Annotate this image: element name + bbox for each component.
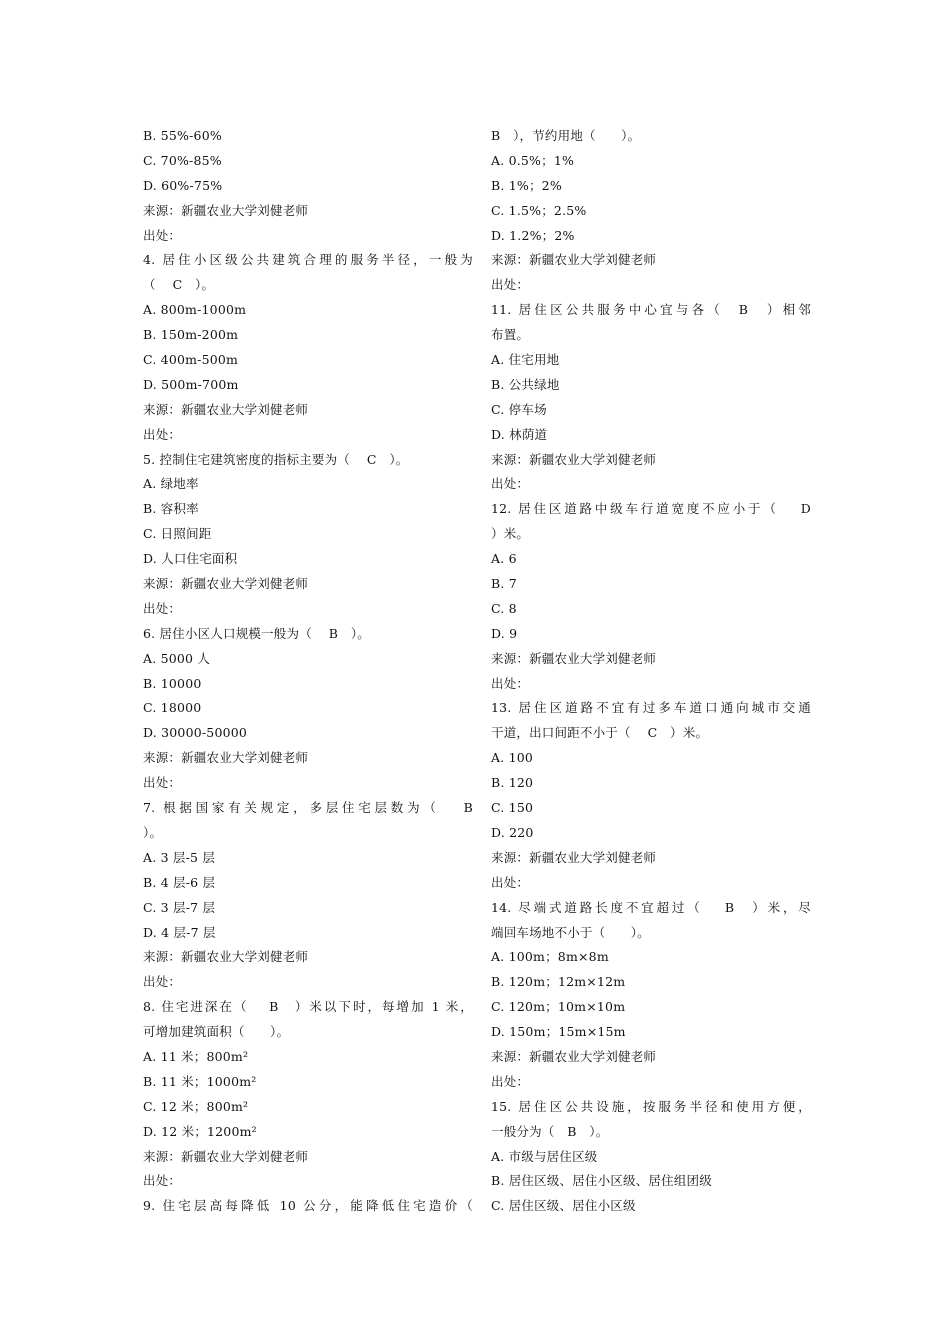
text-line: A. 800m-1000m: [143, 302, 247, 318]
text-line: A. 5000 人: [143, 650, 211, 666]
text-line: A. 11 米；800m²: [143, 1048, 249, 1064]
text-line: B. 4 层-6 层: [143, 874, 216, 890]
text-line: 干道，出口间距不小于（ C ）米。: [491, 725, 709, 741]
text-line: A. 0.5%；1%: [491, 152, 575, 168]
text-line: 出处：: [491, 675, 530, 691]
left-column: [143, 124, 473, 1219]
text-line: 8. 住宅进深在（ B ）米以下时，每增加 1 米，: [143, 999, 473, 1015]
text-line: C. 8: [491, 600, 517, 616]
text-line: B. 7: [491, 576, 517, 592]
text-line: C. 12 米；800m²: [143, 1098, 249, 1114]
text-line: D. 220: [491, 824, 534, 840]
text-line: 9. 住宅层高每降低 10 公分，能降低住宅造价（: [143, 1198, 473, 1214]
text-line: 6. 居住小区人口规模一般为（ B ）。: [143, 625, 371, 641]
right-column: [491, 124, 811, 1219]
text-line: 出处：: [143, 775, 182, 791]
text-line: 5. 控制住宅建筑密度的指标主要为（ C ）。: [143, 451, 409, 467]
text-line: 一般分为（ B ）。: [491, 1123, 609, 1139]
text-line: C. 120m；10m×10m: [491, 999, 626, 1015]
text-line: D. 12 米；1200m²: [143, 1123, 257, 1139]
text-line: D. 9: [491, 625, 518, 641]
text-line: A. 6: [491, 551, 517, 567]
text-line: D. 30000-50000: [143, 725, 248, 741]
text-line: B. 11 米；1000m²: [143, 1073, 257, 1089]
text-line: A. 100m；8m×8m: [491, 949, 609, 965]
text-line: D. 4 层-7 层: [143, 924, 216, 940]
text-line: ）。: [143, 824, 163, 840]
text-line: C. 3 层-7 层: [143, 899, 216, 915]
text-line: （ C ）。: [143, 277, 215, 293]
text-line: 13. 居住区道路不宜有过多车道口通向城市交通: [491, 700, 811, 716]
text-line: C. 居住区级、居住小区级: [491, 1198, 636, 1214]
text-line: C. 日照间距: [143, 526, 212, 542]
text-line: A. 市级与居住区级: [491, 1148, 598, 1164]
text-line: B. 55%-60%: [143, 128, 222, 143]
text-line: 11. 居住区公共服务中心宜与各（ B ）相邻: [491, 302, 811, 318]
text-line: D. 人口住宅面积: [143, 551, 238, 567]
text-line: B ），节约用地（ ）。: [491, 128, 641, 143]
text-line: 来源：新疆农业大学刘健老师: [491, 849, 657, 865]
text-line: 12. 居住区道路中级车行道宽度不应小于（ D: [491, 501, 811, 517]
text-line: A. 绿地率: [143, 476, 199, 492]
text-line: 来源：新疆农业大学刘健老师: [491, 650, 657, 666]
text-line: C. 停车场: [491, 401, 547, 417]
text-line: 端回车场地不小于（ ）。: [491, 924, 650, 940]
text-line: 出处：: [491, 476, 530, 492]
text-line: 出处：: [491, 1073, 530, 1089]
text-line: 来源：新疆农业大学刘健老师: [143, 401, 309, 417]
text-line: B. 150m-200m: [143, 327, 239, 343]
text-line: C. 18000: [143, 700, 202, 716]
text-line: 来源：新疆农业大学刘健老师: [491, 252, 657, 268]
text-line: 15. 居住区公共设施，按服务半径和使用方便，: [491, 1098, 811, 1114]
text-line: B. 居住区级、居住小区级、居住组团级: [491, 1173, 712, 1189]
text-line: B. 120m；12m×12m: [491, 974, 626, 990]
text-line: 14. 尽端式道路长度不宜超过（ B ）米，尽: [491, 899, 811, 915]
text-line: ）米。: [491, 526, 530, 542]
text-line: 来源：新疆农业大学刘健老师: [143, 949, 309, 965]
text-line: B. 1%；2%: [491, 177, 562, 193]
text-line: 出处：: [143, 426, 182, 442]
text-line: C. 70%-85%: [143, 152, 222, 168]
text-line: D. 150m；15m×15m: [491, 1024, 626, 1040]
text-line: 出处：: [491, 277, 530, 293]
text-line: 出处：: [143, 974, 182, 990]
text-line: 来源：新疆农业大学刘健老师: [491, 1048, 657, 1064]
text-line: D. 500m-700m: [143, 376, 239, 392]
text-line: 出处：: [143, 227, 182, 243]
text-line: C. 1.5%；2.5%: [491, 202, 587, 218]
text-line: A. 100: [491, 750, 534, 766]
text-line: C. 150: [491, 800, 534, 816]
text-line: 布置。: [491, 327, 530, 343]
text-line: D. 1.2%；2%: [491, 227, 575, 243]
text-line: B. 容积率: [143, 501, 199, 517]
text-line: 4. 居住小区级公共建筑合理的服务半径，一般为: [143, 252, 473, 268]
text-line: B. 120: [491, 775, 534, 791]
text-line: 来源：新疆农业大学刘健老师: [143, 750, 309, 766]
text-line: 出处：: [143, 1173, 182, 1189]
text-line: 来源：新疆农业大学刘健老师: [143, 576, 309, 592]
text-line: C. 400m-500m: [143, 352, 239, 368]
text-line: 7. 根据国家有关规定，多层住宅层数为（ B: [143, 800, 473, 816]
text-line: 出处：: [143, 600, 182, 616]
text-line: D. 林荫道: [491, 426, 548, 442]
text-line: B. 公共绿地: [491, 376, 560, 392]
text-line: A. 住宅用地: [491, 352, 560, 368]
text-line: B. 10000: [143, 675, 202, 691]
text-line: 来源：新疆农业大学刘健老师: [143, 1148, 309, 1164]
text-line: 出处：: [491, 874, 530, 890]
text-line: 可增加建筑面积（ ）。: [143, 1024, 290, 1040]
text-line: D. 60%-75%: [143, 177, 223, 193]
text-line: 来源：新疆农业大学刘健老师: [491, 451, 657, 467]
text-line: A. 3 层-5 层: [143, 849, 216, 865]
text-line: 来源：新疆农业大学刘健老师: [143, 202, 309, 218]
